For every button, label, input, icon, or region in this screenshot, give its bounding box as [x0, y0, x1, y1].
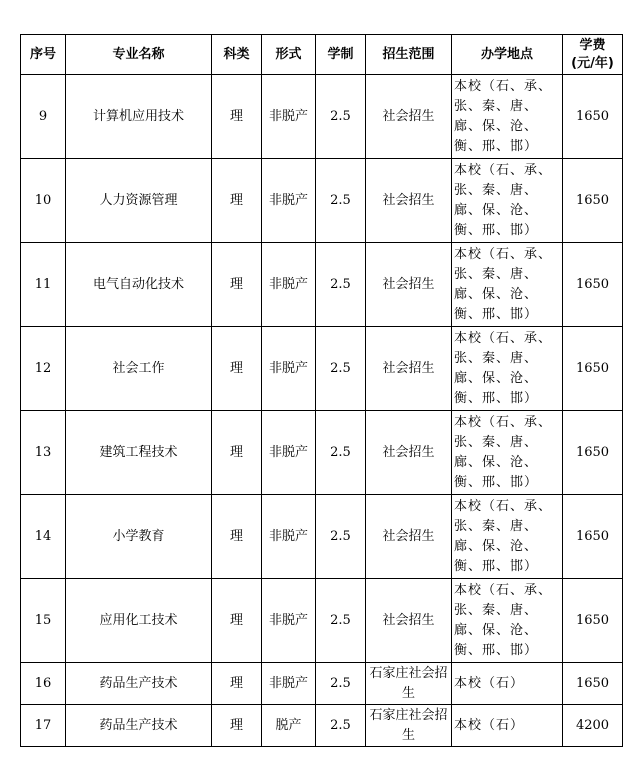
header-subject: 科类	[212, 35, 262, 75]
cell-years: 2.5	[316, 579, 366, 663]
cell-location: 本校（石、承、张、秦、唐、廊、保、沧、衡、邢、邯）	[452, 579, 563, 663]
cell-form: 非脱产	[262, 327, 316, 411]
cell-subject: 理	[212, 159, 262, 243]
header-fee: 学费 (元/年)	[563, 35, 623, 75]
cell-subject: 理	[212, 495, 262, 579]
cell-location: 本校（石、承、张、秦、唐、廊、保、沧、衡、邢、邯）	[452, 159, 563, 243]
cell-subject: 理	[212, 705, 262, 747]
cell-major: 社会工作	[66, 327, 212, 411]
cell-fee: 1650	[563, 327, 623, 411]
cell-no: 14	[21, 495, 66, 579]
cell-scope: 社会招生	[366, 327, 452, 411]
cell-fee: 1650	[563, 495, 623, 579]
cell-no: 15	[21, 579, 66, 663]
cell-form: 非脱产	[262, 243, 316, 327]
cell-scope: 石家庄社会招生	[366, 705, 452, 747]
cell-location: 本校（石、承、张、秦、唐、廊、保、沧、衡、邢、邯）	[452, 243, 563, 327]
cell-major: 药品生产技术	[66, 663, 212, 705]
cell-major: 药品生产技术	[66, 705, 212, 747]
cell-no: 10	[21, 159, 66, 243]
cell-major: 小学教育	[66, 495, 212, 579]
cell-form: 非脱产	[262, 75, 316, 159]
cell-form: 非脱产	[262, 159, 316, 243]
table-row	[21, 411, 623, 495]
cell-major: 计算机应用技术	[66, 75, 212, 159]
cell-fee: 1650	[563, 75, 623, 159]
cell-form: 非脱产	[262, 411, 316, 495]
cell-fee: 4200	[563, 705, 623, 747]
cell-location: 本校（石、承、张、秦、唐、廊、保、沧、衡、邢、邯）	[452, 327, 563, 411]
cell-subject: 理	[212, 327, 262, 411]
cell-years: 2.5	[316, 75, 366, 159]
cell-fee: 1650	[563, 411, 623, 495]
cell-years: 2.5	[316, 705, 366, 747]
cell-fee: 1650	[563, 579, 623, 663]
cell-major: 电气自动化技术	[66, 243, 212, 327]
header-form: 形式	[262, 35, 316, 75]
table-row	[21, 243, 623, 327]
cell-years: 2.5	[316, 663, 366, 705]
table-row	[21, 159, 623, 243]
table-header-row	[21, 35, 623, 75]
header-years: 学制	[316, 35, 366, 75]
header-location: 办学地点	[452, 35, 563, 75]
cell-fee: 1650	[563, 663, 623, 705]
cell-scope: 社会招生	[366, 495, 452, 579]
cell-subject: 理	[212, 579, 262, 663]
cell-years: 2.5	[316, 159, 366, 243]
table-row	[21, 75, 623, 159]
cell-years: 2.5	[316, 327, 366, 411]
cell-scope: 社会招生	[366, 411, 452, 495]
cell-no: 16	[21, 663, 66, 705]
cell-scope: 社会招生	[366, 243, 452, 327]
cell-no: 17	[21, 705, 66, 747]
cell-no: 9	[21, 75, 66, 159]
cell-subject: 理	[212, 663, 262, 705]
table-row	[21, 705, 623, 747]
cell-years: 2.5	[316, 495, 366, 579]
enrollment-table	[20, 34, 623, 747]
table-row	[21, 663, 623, 705]
header-major: 专业名称	[66, 35, 212, 75]
cell-major: 建筑工程技术	[66, 411, 212, 495]
table-row	[21, 327, 623, 411]
cell-subject: 理	[212, 243, 262, 327]
cell-form: 非脱产	[262, 663, 316, 705]
cell-fee: 1650	[563, 159, 623, 243]
table-row	[21, 579, 623, 663]
table-row	[21, 495, 623, 579]
header-no: 序号	[21, 35, 66, 75]
cell-form: 非脱产	[262, 495, 316, 579]
cell-scope: 石家庄社会招生	[366, 663, 452, 705]
cell-location: 本校（石）	[452, 705, 563, 747]
cell-scope: 社会招生	[366, 579, 452, 663]
cell-years: 2.5	[316, 411, 366, 495]
cell-subject: 理	[212, 75, 262, 159]
cell-subject: 理	[212, 411, 262, 495]
cell-no: 11	[21, 243, 66, 327]
cell-form: 脱产	[262, 705, 316, 747]
cell-scope: 社会招生	[366, 159, 452, 243]
cell-major: 人力资源管理	[66, 159, 212, 243]
cell-no: 13	[21, 411, 66, 495]
cell-location: 本校（石）	[452, 663, 563, 705]
cell-years: 2.5	[316, 243, 366, 327]
cell-form: 非脱产	[262, 579, 316, 663]
cell-location: 本校（石、承、张、秦、唐、廊、保、沧、衡、邢、邯）	[452, 495, 563, 579]
cell-no: 12	[21, 327, 66, 411]
cell-fee: 1650	[563, 243, 623, 327]
cell-major: 应用化工技术	[66, 579, 212, 663]
cell-location: 本校（石、承、张、秦、唐、廊、保、沧、衡、邢、邯）	[452, 75, 563, 159]
header-scope: 招生范围	[366, 35, 452, 75]
cell-scope: 社会招生	[366, 75, 452, 159]
cell-location: 本校（石、承、张、秦、唐、廊、保、沧、衡、邢、邯）	[452, 411, 563, 495]
